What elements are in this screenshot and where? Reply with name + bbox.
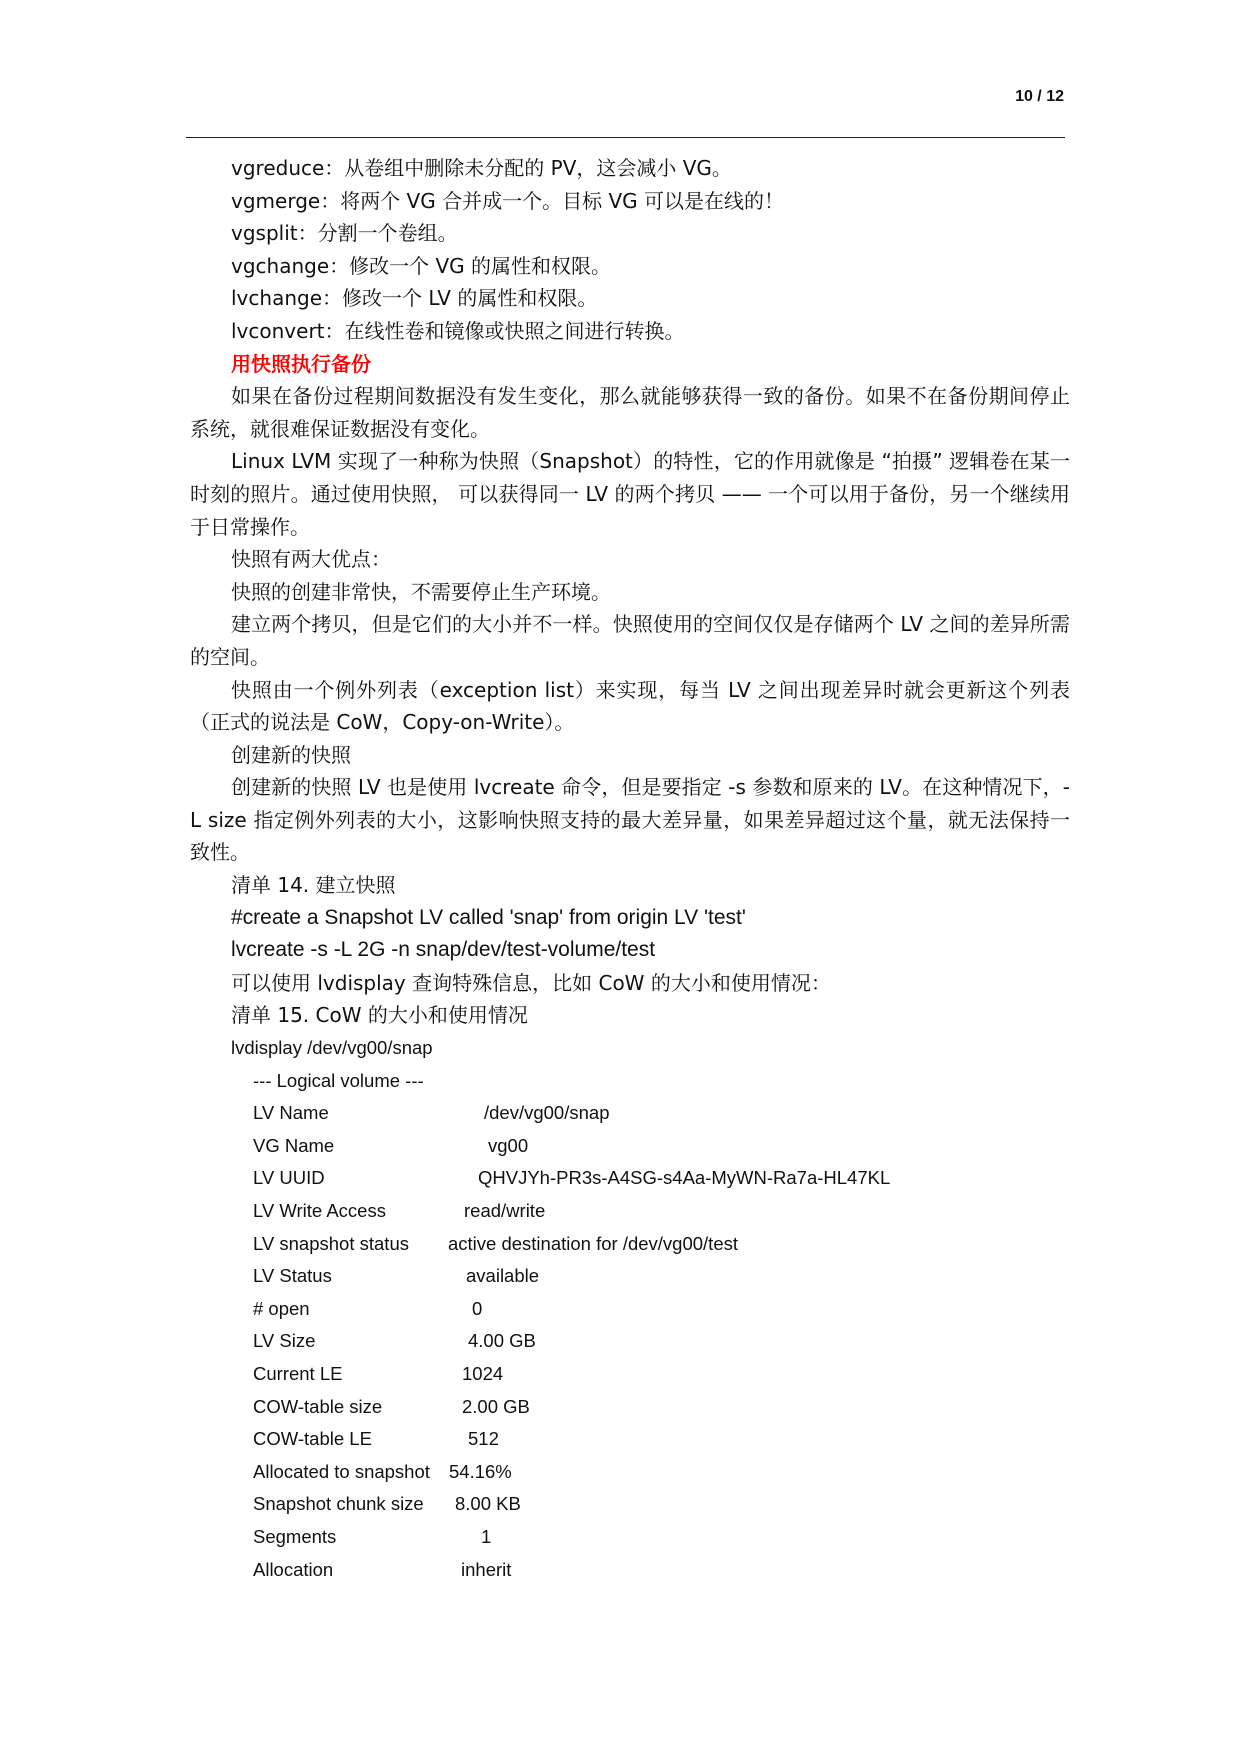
lvdisplay-output	[190, 1065, 1070, 1587]
lvdisplay-row	[253, 1162, 1070, 1195]
lvdisplay-key: Allocation	[253, 1558, 334, 1580]
lvdisplay-title	[253, 1065, 1070, 1098]
lvdisplay-key: # open	[253, 1297, 310, 1319]
header-rule	[186, 137, 1065, 138]
lvdisplay-row	[253, 1097, 1070, 1130]
lvdisplay-key: LV snapshot status	[253, 1232, 409, 1254]
page-number: 10 / 12	[1015, 88, 1064, 105]
paragraph-advantage-2: 建立两个拷贝，但是它们的大小并不一样。快照使用的空间仅仅是存储两个 LV 之间的差异所需的空间。	[190, 612, 1070, 669]
lvdisplay-key: LV Write Access	[253, 1200, 386, 1221]
lvdisplay-value: read/write	[464, 1200, 546, 1221]
lvchange-line: lvchange：修改一个 LV 的属性和权限。	[231, 286, 598, 311]
lvdisplay-key: Allocated to snapshot	[253, 1460, 430, 1482]
document-body	[190, 152, 1070, 1586]
paragraph-advantages: 快照有两大优点：	[231, 547, 391, 572]
paragraph-consistency: 如果在备份过程期间数据没有发生变化，那么就能够获得一致的备份。如果不在备份期间停止系统，就很难保证数据没有变化。	[190, 384, 1070, 441]
lvdisplay-value: 4.00 GB	[468, 1330, 536, 1352]
lvdisplay-key: Current LE	[253, 1362, 343, 1384]
lvdisplay-value: QHVJYh-PR3s-A4SG-s4Aa-MyWN-Ra7a-HL47KL	[478, 1167, 891, 1189]
paragraph-lvcreate: 创建新的快照 LV 也是使用 lvcreate 命令，但是要指定 -s 参数和原来的 LV。在这种情况下，-L size 指定例外列表的大小，这影响快照支持的最大差异量，如果差异超过这个量，就无法保持一致性。	[190, 775, 1070, 865]
vgreduce-line: vgreduce：从卷组中删除未分配的 PV，这会减小 VG。	[231, 156, 732, 180]
lvdisplay-row	[253, 1228, 1070, 1261]
lvdisplay-value: active destination for /dev/vg00/test	[448, 1232, 739, 1254]
subheading-create-snapshot: 创建新的快照	[231, 742, 351, 767]
lvdisplay-key: LV UUID	[253, 1167, 325, 1189]
lvdisplay-value: 1	[481, 1525, 492, 1547]
lvdisplay-key: COW-table LE	[253, 1428, 372, 1450]
paragraph-exception-list: 快照由一个例外列表（exception list）来实现，每当 LV 之间出现差异时就会更新这个列表（正式的说法是 CoW，Copy-on-Write）。	[190, 677, 1070, 735]
vgmerge-line: vgmerge：将两个 VG 合并成一个。目标 VG 可以是在线的！	[231, 188, 784, 213]
listing-15-caption: 清单 15. CoW 的大小和使用情况	[231, 1003, 528, 1028]
lvdisplay-row	[253, 1130, 1070, 1163]
paragraph-lvdisplay: 可以使用 lvdisplay 查询特殊信息，比如 CoW 的大小和使用情况：	[231, 970, 831, 995]
lvdisplay-value: available	[466, 1265, 540, 1287]
lvdisplay-key: Segments	[253, 1525, 337, 1547]
lvdisplay-title-text: --- Logical volume ---	[253, 1069, 424, 1091]
lvdisplay-row	[253, 1195, 1070, 1228]
lvdisplay-row	[253, 1260, 1070, 1293]
vgsplit-line: vgsplit：分割一个卷组。	[231, 221, 458, 246]
lvdisplay-value: 8.00 KB	[455, 1493, 521, 1515]
code-lvdisplay-cmd: lvdisplay /dev/vg00/snap	[231, 1037, 433, 1059]
lvdisplay-row	[253, 1358, 1070, 1391]
lvdisplay-row	[253, 1423, 1070, 1456]
code-comment: #create a Snapshot LV called 'snap' from origin LV 'test'	[231, 905, 746, 929]
lvdisplay-value: 1024	[462, 1362, 504, 1384]
vgchange-line: vgchange：修改一个 VG 的属性和权限。	[231, 253, 612, 278]
lvdisplay-value: inherit	[461, 1558, 512, 1580]
code-lvcreate: lvcreate -s -L 2G -n snap/dev/test-volume/test	[231, 938, 656, 962]
paragraph-advantage-1: 快照的创建非常快，不需要停止生产环境。	[231, 579, 611, 604]
lvdisplay-key: COW-table size	[253, 1395, 383, 1417]
lvdisplay-key: LV Status	[253, 1265, 332, 1287]
lvdisplay-key: Snapshot chunk size	[253, 1493, 424, 1515]
lvdisplay-row	[253, 1521, 1070, 1554]
lvdisplay-value: 54.16%	[449, 1460, 512, 1482]
section-heading: 用快照执行备份	[231, 351, 371, 376]
listing-14-caption: 清单 14. 建立快照	[231, 873, 396, 898]
lvdisplay-row	[253, 1325, 1070, 1358]
paragraph-snapshot-intro: Linux LVM 实现了一种称为快照（Snapshot）的特性，它的作用就像是 “拍摄” 逻辑卷在某一时刻的照片。通过使用快照， 可以获得同一 LV 的两个拷贝 —— 一个可以用于备份，另一个继续用于日常操作。	[190, 449, 1070, 539]
lvdisplay-value: 512	[468, 1428, 499, 1450]
lvdisplay-value: /dev/vg00/snap	[484, 1102, 610, 1124]
lvdisplay-value: 2.00 GB	[462, 1395, 530, 1417]
lvdisplay-row	[253, 1456, 1070, 1489]
lvdisplay-value: vg00	[488, 1134, 529, 1156]
lvdisplay-row	[253, 1293, 1070, 1326]
lvdisplay-value: 0	[472, 1297, 483, 1319]
lvconvert-line: lvconvert：在线性卷和镜像或快照之间进行转换。	[231, 318, 685, 343]
lvdisplay-row	[253, 1554, 1070, 1587]
lvdisplay-key: LV Size	[253, 1330, 316, 1352]
lvdisplay-key: LV Name	[253, 1102, 329, 1124]
lvdisplay-key: VG Name	[253, 1134, 335, 1156]
lvdisplay-row	[253, 1391, 1070, 1424]
lvdisplay-row	[253, 1488, 1070, 1521]
